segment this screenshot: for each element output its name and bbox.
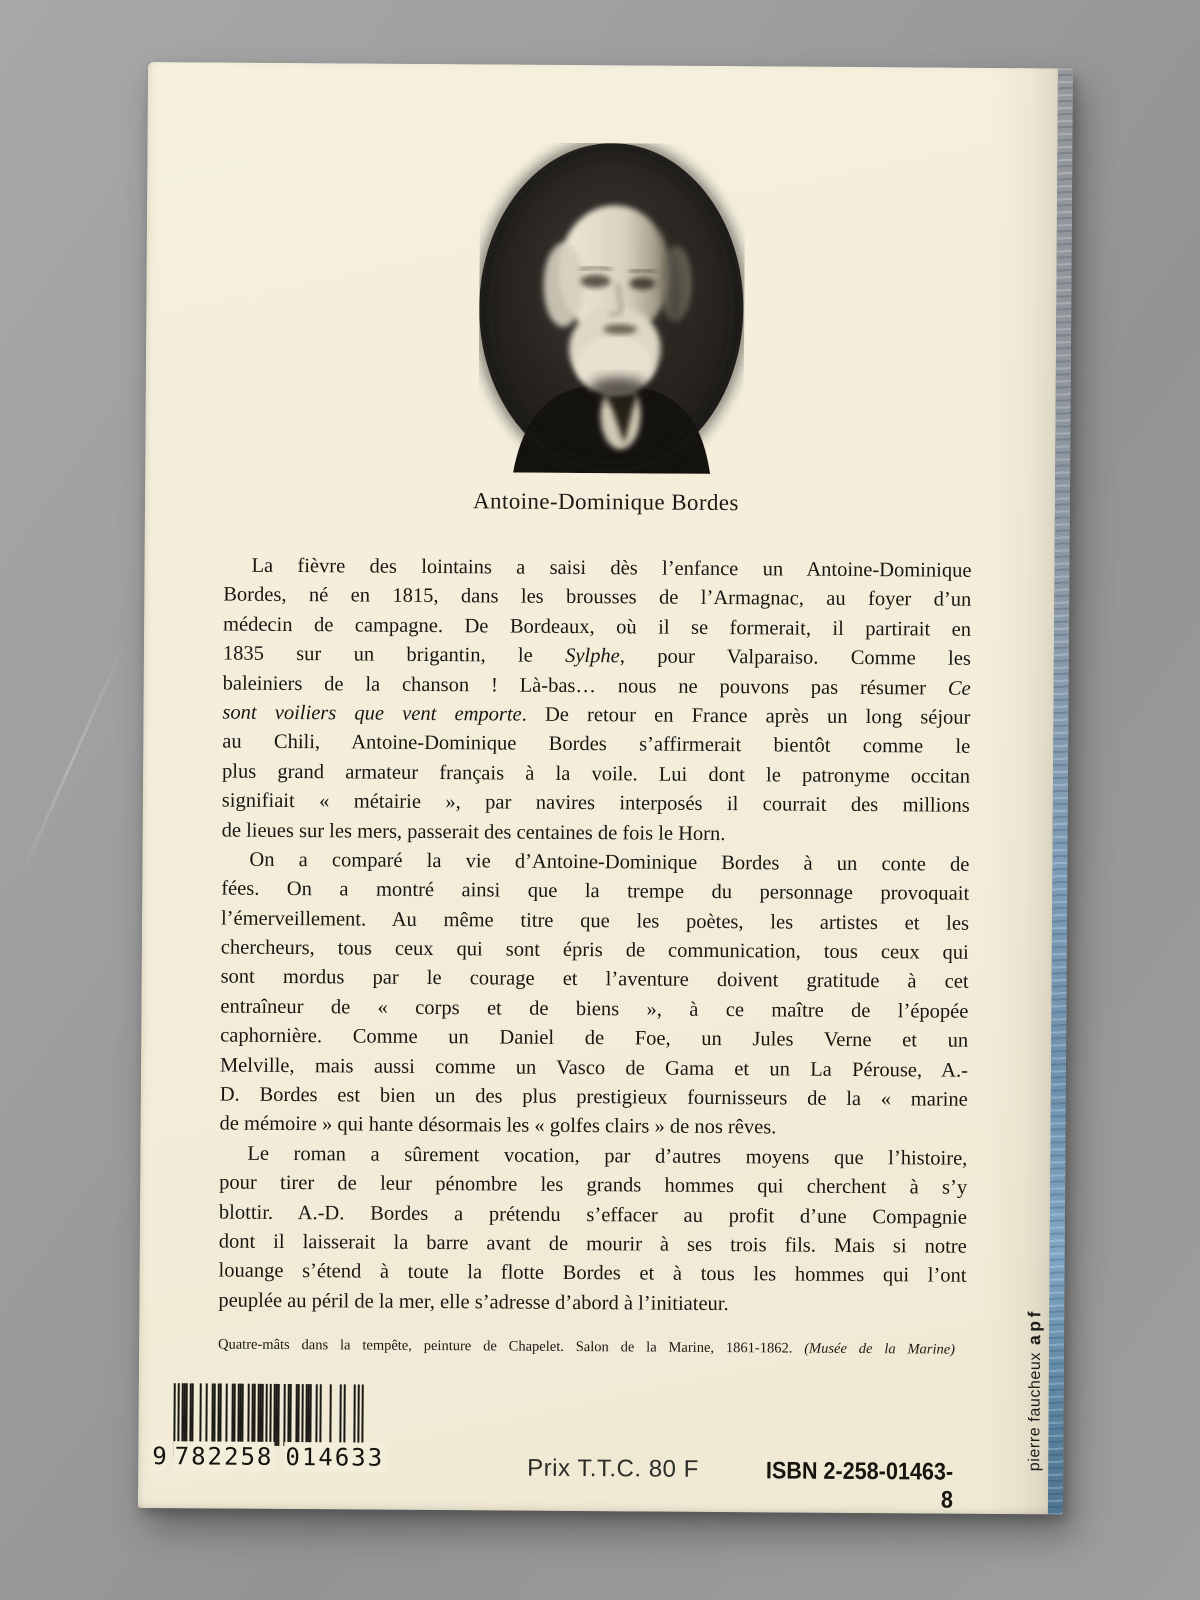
text-line: l’émerveillement. Au même titre que les poètes, les artistes et les — [220, 907, 970, 935]
text-line: blottir. A.-D. Bordes a prétendu s’effacer au profit d’une Compagnie — [218, 1201, 968, 1229]
text-line: médecin de campagne. De Bordeaux, où il se formerait, il partirait en — [222, 613, 972, 641]
text-line: signifiait « métairie », par navires interposés il courrait des millions — [221, 789, 970, 817]
text-line: entraîneur de « corps et de biens », à ce maître de l’épopée — [220, 995, 969, 1023]
barcode-group-1: 782258 — [174, 1442, 274, 1471]
text-line: sont voiliers que vent emporte. De retour en France après un long séjour — [222, 701, 971, 729]
text-line: D. Bordes est bien un des plus prestigieux fournisseurs de la « marine — [219, 1083, 968, 1111]
text-line: plus grand armateur français à la voile. Lui dont le patronyme occitan — [221, 760, 971, 788]
text-line: louange s’étend à toute la flotte Bordes et à tous les hommes qui l’ont — [218, 1259, 967, 1288]
publisher-colophon — [1023, 1308, 1046, 1472]
text-line: 1835 sur un brigantin, le Sylphe, pour Valparaiso. Comme les — [222, 642, 971, 670]
text-line: baleiniers de la chanson ! Là-bas… nous ne pouvons pas résumer Ce — [222, 672, 971, 700]
background-scratch — [16, 641, 127, 884]
publisher-name: pierre faucheux — [1026, 1351, 1045, 1472]
portrait-photo — [478, 142, 745, 474]
text-line: On a comparé la vie d’Antoine-Dominique Bordes à un conte de — [249, 848, 970, 876]
back-cover-text — [218, 552, 971, 1321]
isbn-label — [738, 1457, 953, 1514]
barcode-group-2: 014633 — [285, 1442, 385, 1472]
text-line: La fièvre des lointains a saisi dès l’enfance un Antoine-Dominique — [251, 554, 972, 582]
portrait-caption: Antoine-Dominique Bordes — [472, 488, 739, 516]
text-line: dont il laisserait la barre avant de mourir à ses trois fils. Mais si notre — [218, 1230, 967, 1258]
book-back-cover — [138, 62, 1073, 1514]
paragraph — [219, 845, 969, 1144]
barcode-digit-left: 9 — [152, 1442, 167, 1471]
text-line: peuplée au péril de la mer, elle s’adresse d’abord à l’initiateur. — [218, 1289, 729, 1315]
text-line: de mémoire » qui hante désormais les « golfes clairs » de nos rêves. — [219, 1112, 777, 1139]
portrait-photo-illustration — [478, 142, 745, 474]
text-line: au Chili, Antoine-Dominique Bordes s’affirmerait bientôt comme le — [222, 730, 971, 759]
publisher-logo-apf: apf — [1024, 1308, 1045, 1345]
text-line: chercheurs, tous ceux qui sont épris de communication, tous ceux qui — [220, 936, 969, 964]
text-line: caphornière. Comme un Daniel de Foe, un Jules Verne et un — [220, 1024, 969, 1052]
text-line: fées. On a montré ainsi que la trempe du personnage provoquait — [221, 877, 970, 906]
text-line: sont mordus par le courage et l’aventure doivent gratitude à cet — [220, 965, 969, 994]
photo-credit: Quatre-mâts dans la tempête, peinture de Chapelet. Salon de la Marine, 1861-1862. (Musée de la Marine) — [217, 1336, 956, 1358]
price-label: Prix T.T.C. 80 F — [527, 1454, 699, 1483]
text-line: de lieues sur les mers, passerait des centaines de fois le Horn. — [221, 819, 726, 845]
barcode — [152, 1383, 385, 1524]
publisher-vertical-text — [1023, 1308, 1045, 1471]
barcode-digits — [151, 1441, 385, 1473]
text-line: Bordes, né en 1815, dans les brousses de l’Armagnac, au foyer d’un — [223, 583, 972, 612]
paragraph — [222, 552, 972, 851]
cover-paper — [138, 62, 1058, 1514]
text-line: Melville, mais aussi comme un Vasco de Gama et un La Pérouse, A.- — [219, 1054, 969, 1082]
text-line: Le roman a sûrement vocation, par d’autres moyens que l’histoire, — [247, 1142, 968, 1170]
text-line: pour tirer de leur pénombre les grands hommes qui cherchent à s’y — [219, 1171, 968, 1199]
paragraph — [218, 1139, 967, 1321]
isbn-text: ISBN 2-258-01463-8 — [765, 1457, 954, 1514]
